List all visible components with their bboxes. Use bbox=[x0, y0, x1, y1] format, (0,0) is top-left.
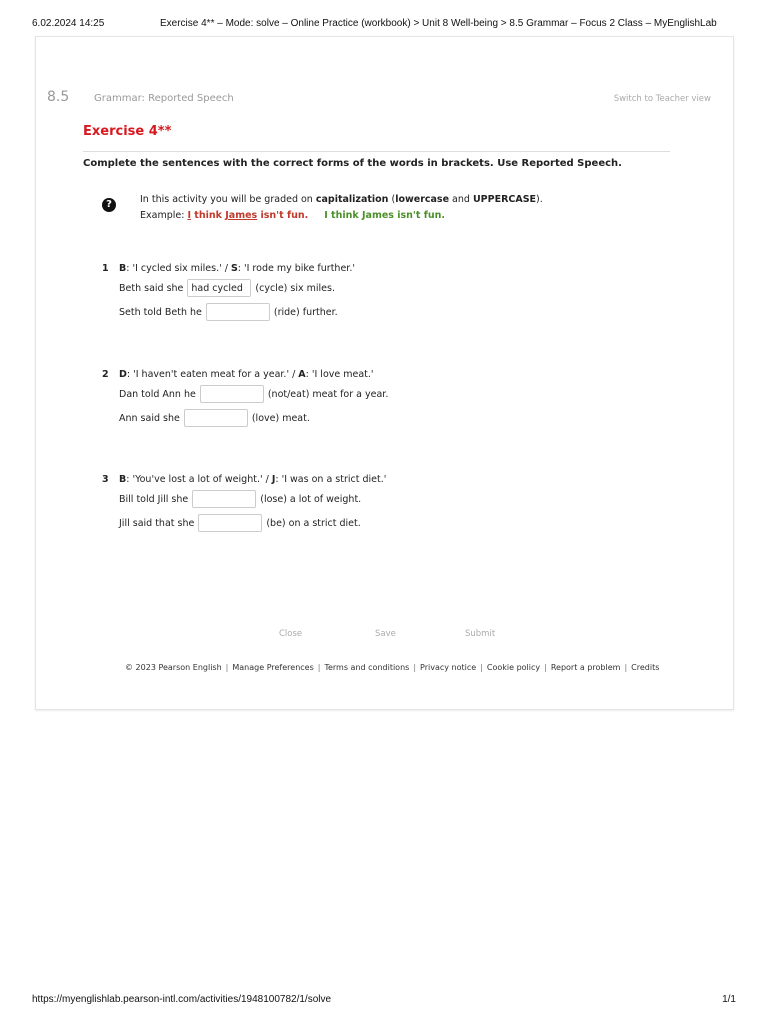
cookie-policy-link[interactable]: Cookie policy bbox=[486, 663, 541, 672]
manage-preferences-link[interactable]: Manage Preferences bbox=[232, 663, 314, 672]
line-after: (be) on a strict diet. bbox=[266, 517, 361, 529]
line-after: (cycle) six miles. bbox=[255, 282, 335, 294]
print-url: https://myenglishlab.pearson-intl.com/activities/1948100782/1/solve bbox=[32, 994, 332, 1005]
answer-line bbox=[119, 514, 361, 532]
wrong-part: isn't fun. bbox=[257, 210, 309, 221]
line-before: Seth told Beth he bbox=[119, 306, 202, 318]
question-prompt bbox=[119, 263, 355, 274]
separator: | bbox=[624, 663, 628, 672]
section-number: 8.5 bbox=[47, 89, 70, 105]
quote: : 'I haven't eaten meat for a year.' / bbox=[126, 369, 299, 380]
wrong-part: James bbox=[225, 210, 258, 221]
section-title: Grammar: Reported Speech bbox=[94, 93, 234, 104]
line-before: Dan told Ann he bbox=[119, 388, 196, 400]
info-uppercase: UPPERCASE bbox=[472, 194, 537, 205]
answer-line bbox=[119, 385, 388, 403]
line-after: (not/eat) meat for a year. bbox=[267, 388, 389, 400]
answer-input[interactable] bbox=[206, 303, 270, 321]
save-button[interactable]: Save bbox=[375, 629, 396, 639]
example-wrong bbox=[187, 210, 308, 221]
answer-line bbox=[119, 409, 310, 427]
line-after: (ride) further. bbox=[273, 306, 338, 318]
question-number: 1 bbox=[102, 263, 109, 274]
line-before: Ann said she bbox=[119, 412, 180, 424]
line-before: Jill said that she bbox=[119, 517, 195, 529]
quote: : 'I love meat.' bbox=[305, 369, 374, 380]
speaker: J bbox=[271, 474, 276, 485]
example-label: Example: bbox=[140, 210, 188, 221]
separator: | bbox=[317, 663, 321, 672]
exercise-title: Exercise 4** bbox=[83, 124, 172, 139]
copyright: © 2023 Pearson English bbox=[125, 663, 222, 672]
separator: | bbox=[225, 663, 229, 672]
question-prompt bbox=[119, 474, 386, 485]
terms-link[interactable]: Terms and conditions bbox=[324, 663, 410, 672]
wrong-part: I bbox=[187, 210, 191, 221]
close-button[interactable]: Close bbox=[279, 629, 303, 639]
line-before: Beth said she bbox=[119, 282, 184, 294]
speaker: B bbox=[119, 263, 127, 274]
answer-input[interactable] bbox=[198, 514, 262, 532]
speaker: B bbox=[119, 474, 127, 485]
privacy-link[interactable]: Privacy notice bbox=[420, 663, 477, 672]
info-text: In this activity you will be graded on bbox=[140, 194, 316, 205]
line-before: Bill told Jill she bbox=[119, 493, 189, 505]
quote: : 'I cycled six miles.' / bbox=[126, 263, 231, 274]
print-title: Exercise 4** – Mode: solve – Online Practice (workbook) > Unit 8 Well-being > 8.5 Grammar – Focus 2 Class – MyEnglishLab bbox=[160, 18, 717, 29]
print-date: 6.02.2024 14:25 bbox=[32, 18, 105, 29]
question-number: 2 bbox=[102, 369, 109, 380]
answer-line bbox=[119, 279, 335, 297]
speaker: D bbox=[119, 369, 127, 380]
quote: : 'You've lost a lot of weight.' / bbox=[126, 474, 272, 485]
info-text: ). bbox=[536, 194, 543, 205]
switch-to-teacher-view-link[interactable]: Switch to Teacher view bbox=[613, 94, 711, 104]
example-line bbox=[140, 210, 445, 221]
answer-input[interactable] bbox=[192, 490, 256, 508]
print-page-number: 1/1 bbox=[722, 994, 736, 1005]
answer-input[interactable] bbox=[187, 279, 251, 297]
separator: | bbox=[413, 663, 417, 672]
info-text: ( bbox=[388, 194, 396, 205]
answer-input[interactable] bbox=[184, 409, 248, 427]
submit-button[interactable]: Submit bbox=[465, 629, 496, 639]
question-prompt bbox=[119, 369, 374, 380]
wrong-part: think bbox=[190, 210, 226, 221]
answer-input[interactable] bbox=[200, 385, 264, 403]
answer-line bbox=[119, 490, 361, 508]
line-after: (lose) a lot of weight. bbox=[260, 493, 362, 505]
speaker: A bbox=[298, 369, 306, 380]
speaker: S bbox=[230, 263, 238, 274]
question-circle-icon[interactable]: ? bbox=[102, 198, 116, 212]
report-problem-link[interactable]: Report a problem bbox=[550, 663, 621, 672]
answer-line bbox=[119, 303, 338, 321]
example-correct: I think James isn't fun. bbox=[324, 210, 445, 221]
quote: : 'I was on a strict diet.' bbox=[275, 474, 387, 485]
exercise-instructions: Complete the sentences with the correct forms of the words in brackets. Use Reported Speech. bbox=[83, 158, 622, 169]
separator: | bbox=[544, 663, 547, 672]
line-after: (love) meat. bbox=[251, 412, 310, 424]
separator: | bbox=[480, 663, 483, 672]
title-divider bbox=[83, 151, 670, 152]
footer-links bbox=[125, 663, 659, 672]
credits-link[interactable]: Credits bbox=[631, 663, 660, 672]
exercise-card bbox=[35, 36, 734, 710]
grading-info bbox=[140, 194, 543, 205]
quote: : 'I rode my bike further.' bbox=[237, 263, 355, 274]
question-number: 3 bbox=[102, 474, 109, 485]
info-lowercase: lowercase bbox=[395, 194, 450, 205]
info-text: and bbox=[449, 194, 473, 205]
info-capitalization: capitalization bbox=[315, 194, 389, 205]
